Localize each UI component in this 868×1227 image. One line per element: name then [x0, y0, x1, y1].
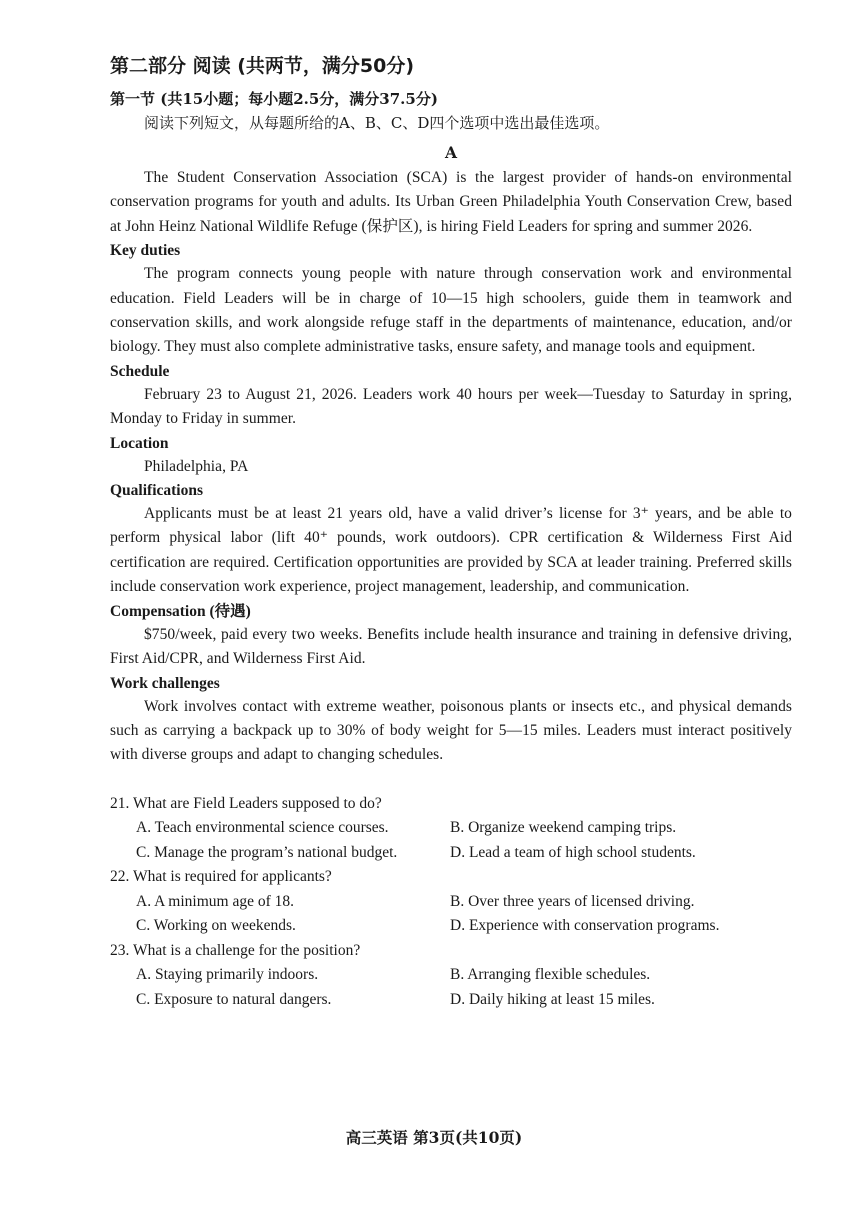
- text-schedule: February 23 to August 21, 2026. Leaders work 40 hours per week—Tuesday to Saturday in spring, Monday to Friday in summer.: [110, 385, 792, 428]
- option-d[interactable]: D. Lead a team of high school students.: [450, 843, 696, 861]
- option-a[interactable]: A. Teach environmental science courses.: [136, 819, 389, 837]
- text-key-duties: The program connects young people with nature through conservation work and environmental education. Field Leaders will be in charge of 10—15 high schoolers, guide them in teamwork and conservation skills, and work alongside refuge staff in the departments of maintenance, education, and/or biology. They must also complete administrative tasks, ensure safety, and manage tools and equipment.: [110, 265, 792, 356]
- option-c[interactable]: C. Exposure to natural dangers.: [136, 990, 332, 1008]
- option-c[interactable]: C. Working on weekends.: [136, 917, 296, 935]
- option-c[interactable]: C. Manage the program’s national budget.: [136, 843, 398, 861]
- text-qualifications: Applicants must be at least 21 years old, have a valid driver’s license for 3⁺ years, and be able to perform physical labor (lift 40⁺ pounds, work outdoors). CPR certification & Wilderness First Aid certification are required. Certification opportunities are provided by SCA at leader training. Preferred skills include conservation work experience, project management, leadership, and communication.: [110, 505, 792, 596]
- question-stem: 21. What are Field Leaders supposed to do?: [110, 794, 382, 812]
- question-21: [110, 792, 792, 866]
- option-a[interactable]: A. A minimum age of 18.: [136, 892, 295, 910]
- question-23: [110, 939, 792, 1013]
- part-title: 第二部分 阅读 (共两节，满分50分): [110, 55, 415, 77]
- question-stem: 23. What is a challenge for the position?: [110, 941, 361, 959]
- option-b[interactable]: B. Organize weekend camping trips.: [450, 819, 677, 837]
- text-work-challenges: Work involves contact with extreme weather, poisonous plants or insects etc., and physical demands such as carrying a backpack up to 30% of body weight for 5—15 miles. Leaders must interact positively with diverse groups and adapt to changing schedules.: [110, 697, 792, 764]
- questions: [110, 792, 792, 1013]
- heading-work-challenges: Work challenges: [110, 674, 220, 692]
- section-title: 第一节 (共15小题；每小题2.5分，满分37.5分): [110, 90, 438, 108]
- heading-compensation: Compensation (待遇): [110, 602, 251, 620]
- option-d[interactable]: D. Experience with conservation programs.: [450, 917, 720, 935]
- option-b[interactable]: B. Arranging flexible schedules.: [450, 966, 651, 984]
- question-22: [110, 865, 792, 939]
- text-location: Philadelphia, PA: [144, 457, 249, 475]
- page-footer: 高三英语 第3页(共10页): [345, 1128, 523, 1147]
- text-compensation: $750/week, paid every two weeks. Benefits include health insurance and training in defensive driving, First Aid/CPR, and Wilderness First Aid.: [110, 625, 792, 668]
- heading-schedule: Schedule: [110, 362, 170, 380]
- instructions: 阅读下列短文，从每题所给的A、B、C、D四个选项中选出最佳选项。: [144, 114, 610, 132]
- heading-qualifications: Qualifications: [110, 482, 204, 500]
- heading-key-duties: Key duties: [110, 242, 181, 260]
- question-stem: 22. What is required for applicants?: [110, 868, 332, 886]
- heading-location: Location: [110, 434, 169, 452]
- option-d[interactable]: D. Daily hiking at least 15 miles.: [450, 990, 655, 1008]
- exam-page: [110, 52, 792, 1012]
- passage-intro: The Student Conservation Association (SCA) is the largest provider of hands-on environmental conservation programs for youth and adults. Its Urban Green Philadelphia Youth Conservation Crew, based at John Heinz National Wildlife Refuge (保护区), is hiring Field Leaders for spring and summer 2026.: [110, 169, 792, 235]
- option-b[interactable]: B. Over three years of licensed driving.: [450, 892, 695, 910]
- passage-letter: A: [444, 143, 458, 162]
- option-a[interactable]: A. Staying primarily indoors.: [136, 966, 319, 984]
